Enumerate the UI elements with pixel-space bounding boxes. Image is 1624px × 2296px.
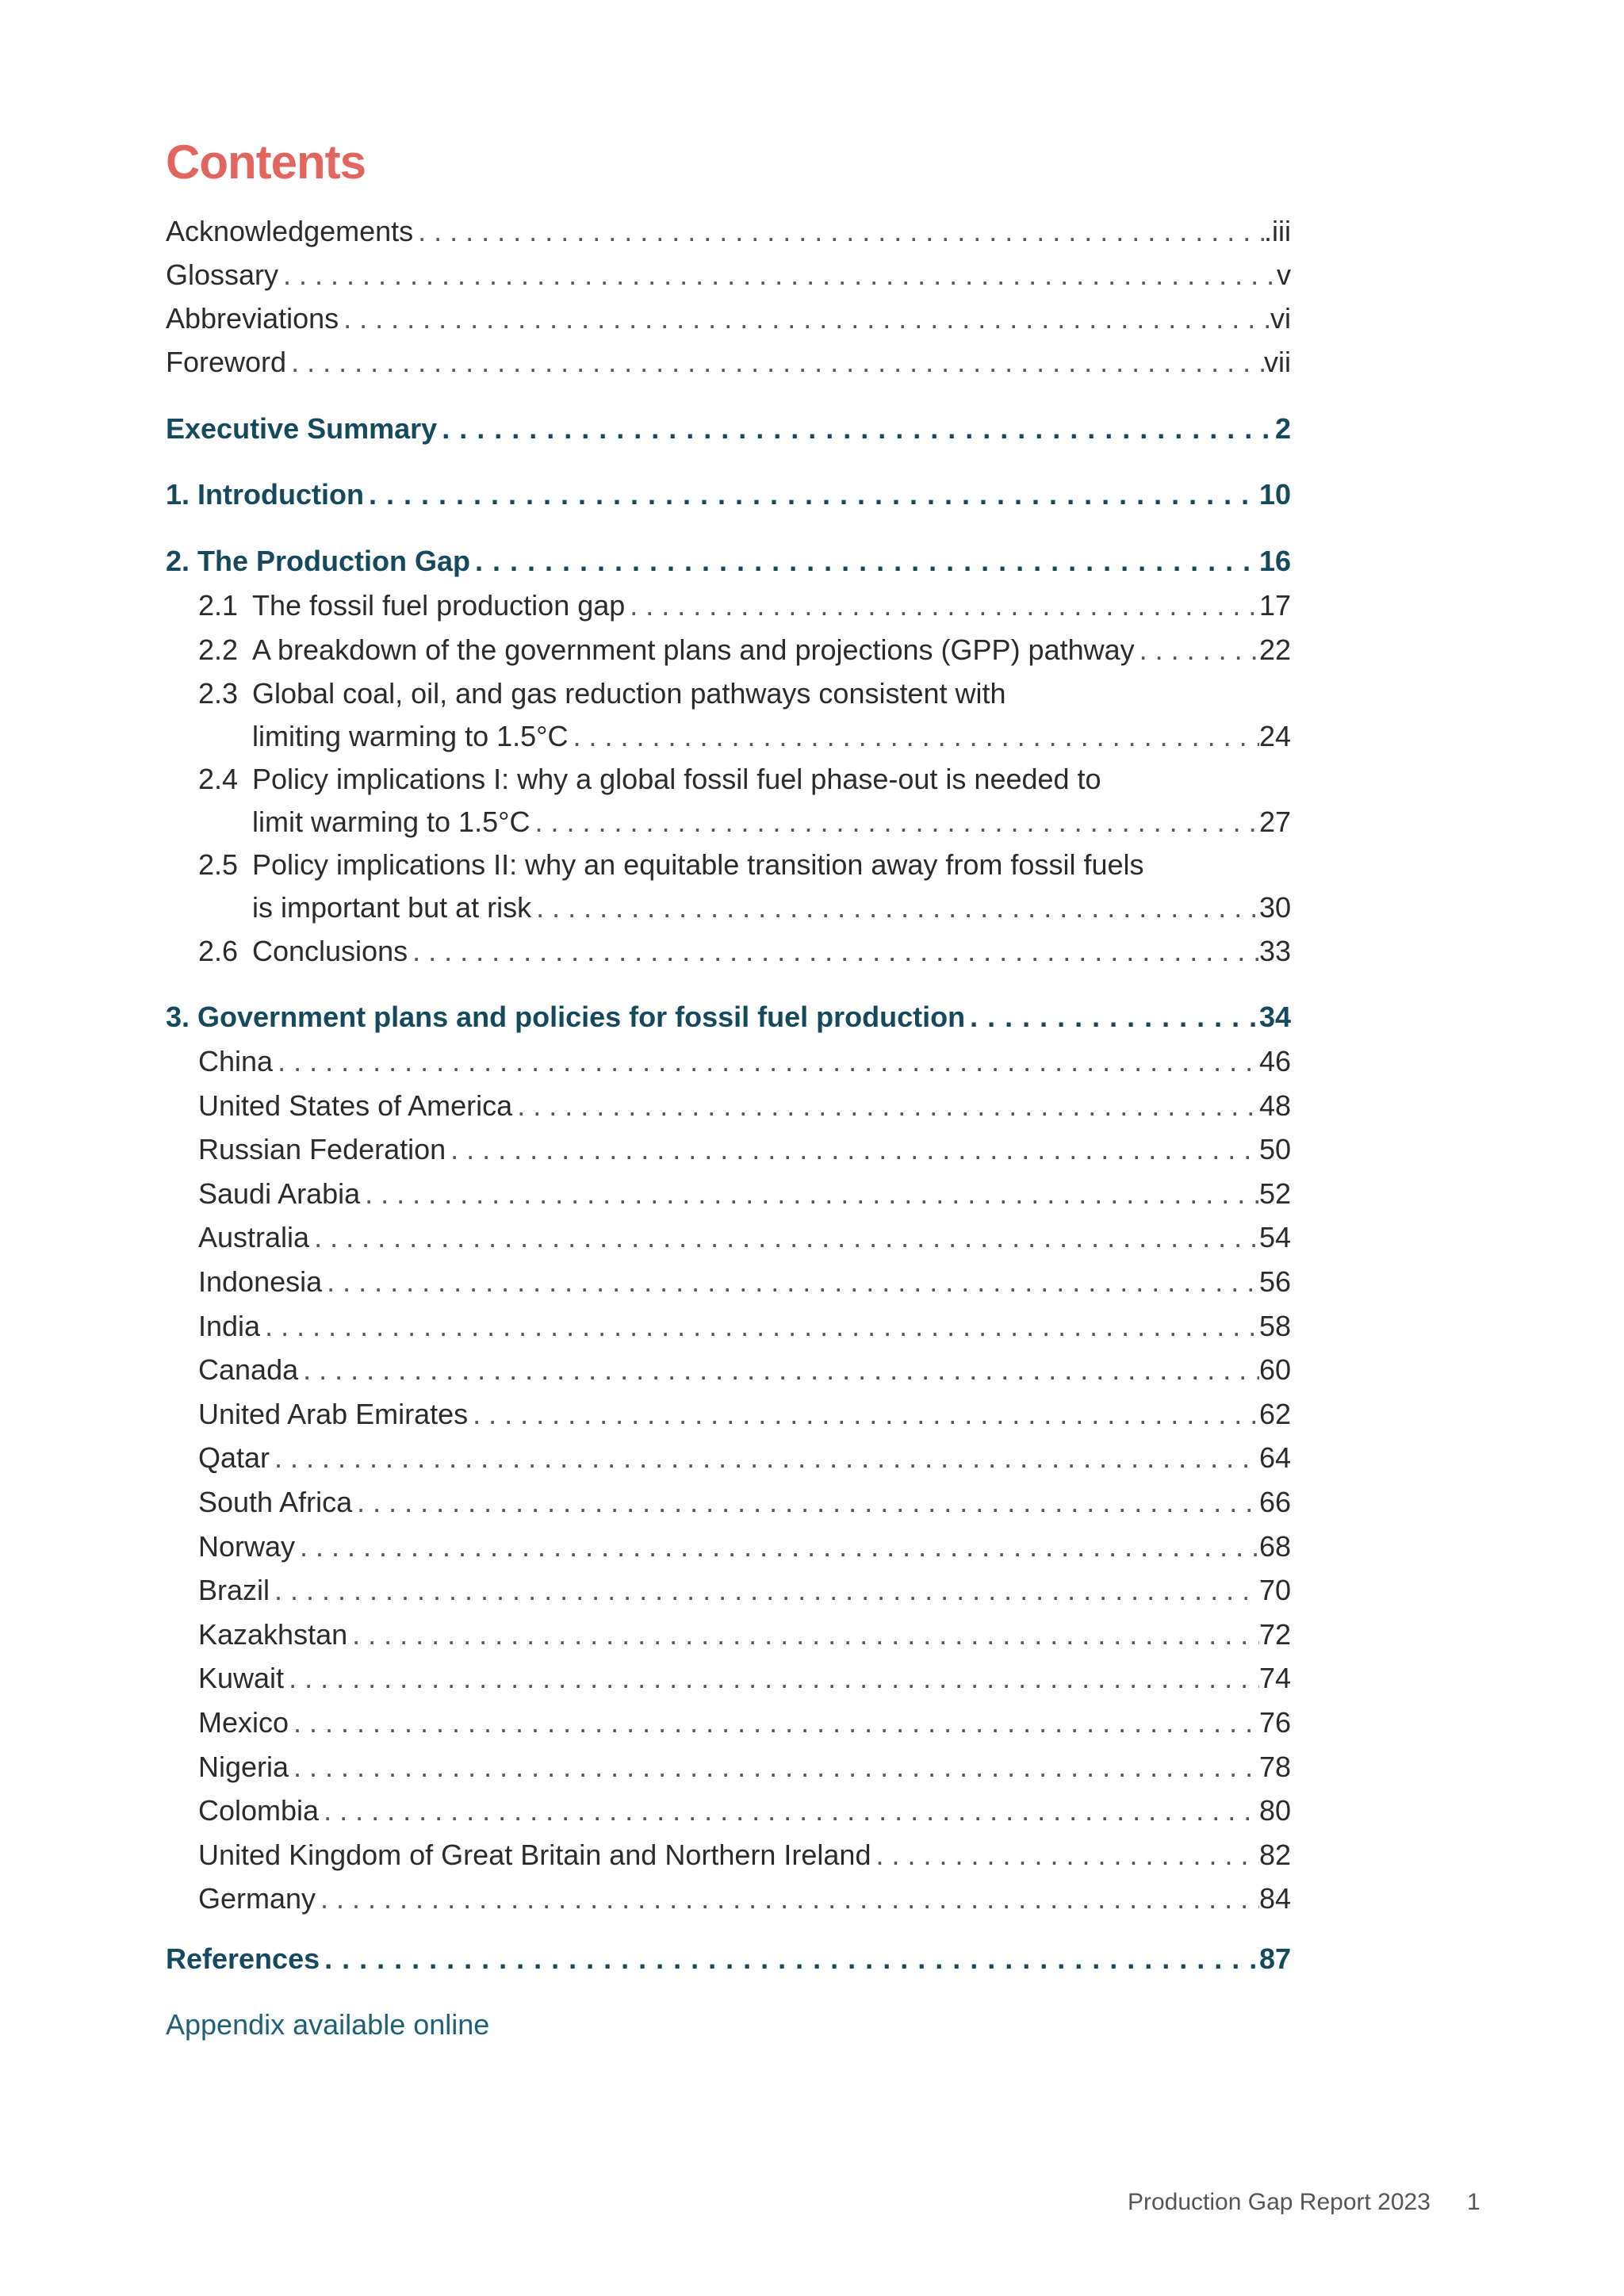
toc-entry-title: Australia — [198, 1221, 310, 1254]
dot-leader — [871, 1833, 1258, 1877]
toc-entry-section-2-2[interactable] — [198, 628, 1291, 672]
toc-entry-page: vi — [1270, 302, 1291, 335]
toc-entry-country[interactable] — [198, 1745, 1291, 1789]
toc-entry-country[interactable] — [198, 1701, 1291, 1745]
toc-entry-title: Germany — [198, 1882, 316, 1915]
dot-leader — [468, 1392, 1259, 1437]
toc-entry-title: References — [166, 1942, 320, 1975]
dot-leader — [364, 473, 1259, 517]
toc-entry-title: Qatar — [198, 1441, 270, 1475]
toc-entry-chapter-3[interactable] — [166, 995, 1291, 1039]
toc-entry-chapter-2[interactable] — [166, 539, 1291, 584]
toc-entry-introduction[interactable] — [166, 473, 1291, 517]
dot-leader — [413, 209, 1264, 254]
dot-leader — [531, 886, 1259, 930]
page-title: Contents — [166, 136, 366, 189]
dot-leader — [298, 1348, 1259, 1392]
toc-entry-acknowledgements[interactable] — [166, 209, 1291, 254]
toc-entry-title: Kazakhstan — [198, 1617, 348, 1651]
toc-entry-country[interactable] — [198, 1789, 1291, 1833]
toc-entry-page: 64 — [1258, 1441, 1291, 1475]
dot-leader — [284, 1656, 1259, 1701]
dot-leader — [289, 1701, 1259, 1745]
toc-entry-title: Norway — [198, 1529, 296, 1563]
section-number: 2.2 — [198, 633, 239, 666]
toc-entry-page: 52 — [1258, 1177, 1291, 1210]
dot-leader — [295, 1525, 1259, 1569]
toc-entry-section-2-5[interactable] — [252, 886, 1291, 930]
toc-entry-title: Foreword — [166, 346, 287, 378]
toc-entry-page: 80 — [1258, 1794, 1291, 1827]
dot-leader — [360, 1172, 1259, 1216]
toc-entry-title: A breakdown of the government plans and projections (GPP) pathway — [252, 633, 1135, 666]
toc-entry-title: Executive Summary — [166, 412, 438, 445]
toc-entry-title: Colombia — [198, 1794, 320, 1827]
toc-entry-title-line: limit warming to 1.5°C — [252, 806, 530, 838]
dot-leader — [1135, 628, 1259, 672]
dot-leader — [446, 1127, 1259, 1172]
toc-entry-country[interactable] — [198, 1392, 1291, 1437]
toc-entry-title: China — [198, 1045, 274, 1077]
toc-entry-page: 62 — [1258, 1397, 1291, 1430]
toc-entry-title: The fossil fuel production gap — [252, 589, 626, 622]
section-number: 2.1 — [198, 589, 239, 622]
toc-entry-title: India — [198, 1309, 261, 1342]
toc-entry-country[interactable] — [198, 1215, 1291, 1260]
toc-entry-title-line[interactable]: Policy implications II: why an equitable transition away from fossil fuels — [252, 848, 1144, 881]
toc-entry-page: 54 — [1258, 1221, 1291, 1254]
toc-entry-title: Nigeria — [198, 1750, 289, 1783]
footer-page-number: 1 — [1467, 2189, 1480, 2215]
toc-entry-title: United States of America — [198, 1089, 513, 1122]
toc-entry-page: 82 — [1258, 1838, 1291, 1871]
toc-entry-page: 87 — [1258, 1942, 1291, 1975]
toc-entry-country[interactable] — [198, 1480, 1291, 1525]
toc-entry-page: 24 — [1258, 720, 1291, 752]
toc-entry-page: 27 — [1258, 806, 1291, 838]
toc-entry-title: Brazil — [198, 1574, 270, 1607]
section-number: 2.5 — [198, 848, 239, 881]
dot-leader — [316, 1877, 1259, 1921]
dot-leader — [347, 1613, 1259, 1657]
toc-entry-page: 22 — [1258, 633, 1291, 666]
dot-leader — [270, 1568, 1259, 1613]
toc-entry-country[interactable] — [198, 1172, 1291, 1216]
section-number: 2.6 — [198, 935, 239, 967]
toc-entry-references[interactable] — [166, 1937, 1291, 1981]
toc-entry-page: 84 — [1258, 1882, 1291, 1915]
dot-leader — [319, 1789, 1259, 1833]
section-number: 2.3 — [198, 677, 239, 710]
toc-entry-page: 48 — [1258, 1089, 1291, 1122]
footer-report-title: Production Gap Report 2023 — [1128, 2189, 1431, 2215]
toc-entry-foreword[interactable] — [166, 340, 1291, 385]
toc-entry-page: 68 — [1258, 1529, 1291, 1563]
toc-entry-page: 46 — [1258, 1045, 1291, 1077]
toc-entry-title-line[interactable]: Global coal, oil, and gas reduction pathways consistent with — [252, 677, 1006, 710]
dot-leader — [270, 1436, 1259, 1480]
toc-entry-page: 50 — [1258, 1133, 1291, 1166]
toc-entry-page: 60 — [1258, 1353, 1291, 1387]
toc-entry-section-2-1[interactable] — [198, 584, 1291, 628]
toc-entry-abbreviations[interactable] — [166, 297, 1291, 341]
toc-entry-page: vii — [1264, 346, 1291, 378]
dot-leader — [286, 340, 1264, 385]
toc-entry-title: Indonesia — [198, 1265, 323, 1298]
toc-entry-page: 66 — [1258, 1486, 1291, 1518]
toc-entry-title: United Kingdom of Great Britain and Northern Ireland — [198, 1838, 871, 1871]
dot-leader — [965, 995, 1259, 1039]
toc-entry-page: 34 — [1258, 1001, 1291, 1033]
toc-entry-country[interactable] — [198, 1348, 1291, 1392]
dot-leader — [320, 1937, 1259, 1981]
toc-entry-title: Conclusions — [252, 935, 408, 967]
toc-entry-country[interactable] — [198, 1084, 1291, 1128]
toc-entry-section-2-4[interactable] — [252, 800, 1291, 844]
toc-entry-country[interactable] — [198, 1656, 1291, 1701]
toc-entry-section-2-3[interactable] — [252, 714, 1291, 759]
toc-entry-country[interactable] — [198, 1525, 1291, 1569]
toc-entry-title: United Arab Emirates — [198, 1397, 469, 1430]
toc-entry-glossary[interactable] — [166, 253, 1291, 297]
dot-leader — [437, 407, 1275, 451]
toc-entry-title: 2. The Production Gap — [166, 545, 471, 577]
toc-entry-country[interactable] — [198, 1568, 1291, 1613]
toc-entry-page: 17 — [1258, 589, 1291, 622]
toc-entry-title: Canada — [198, 1353, 299, 1387]
dot-leader — [260, 1304, 1259, 1349]
toc-entry-page: 76 — [1258, 1706, 1291, 1739]
dot-leader — [530, 800, 1259, 844]
dot-leader — [470, 539, 1259, 584]
toc-entry-page: 72 — [1258, 1617, 1291, 1651]
toc-entry-page: 74 — [1258, 1662, 1291, 1695]
toc-entry-title: Saudi Arabia — [198, 1177, 361, 1210]
toc-entry-page: 33 — [1258, 935, 1291, 967]
toc-entry-title: Russian Federation — [198, 1133, 446, 1166]
toc-entry-page: v — [1277, 258, 1291, 291]
dot-leader — [512, 1084, 1259, 1128]
toc-entry-executive-summary[interactable] — [166, 407, 1291, 451]
section-number: 2.4 — [198, 763, 239, 795]
toc-entry-title: Abbreviations — [166, 302, 339, 335]
toc-entry-title: South Africa — [198, 1486, 353, 1518]
toc-entry-country[interactable] — [198, 1260, 1291, 1304]
toc-entry-page: 2 — [1274, 412, 1291, 445]
toc-entry-country[interactable] — [198, 1833, 1291, 1877]
dot-leader — [569, 714, 1259, 759]
toc-entry-title: 1. Introduction — [166, 478, 364, 511]
toc-entry-section-2-6[interactable] — [198, 929, 1291, 974]
toc-entry-page: .iii — [1264, 215, 1291, 247]
dot-leader — [309, 1215, 1259, 1260]
dot-leader — [289, 1745, 1259, 1789]
dot-leader — [278, 253, 1277, 297]
dot-leader — [625, 584, 1259, 628]
toc-entry-title-line: limiting warming to 1.5°C — [252, 720, 569, 752]
dot-leader — [273, 1039, 1259, 1084]
toc-entry-country[interactable] — [198, 1877, 1291, 1921]
toc-entry-country[interactable] — [198, 1436, 1291, 1480]
dot-leader — [408, 929, 1259, 974]
toc-entry-country[interactable] — [198, 1304, 1291, 1349]
toc-entry-country[interactable] — [198, 1039, 1291, 1084]
toc-entry-country[interactable] — [198, 1127, 1291, 1172]
toc-entry-title-line[interactable]: Policy implications I: why a global fossil fuel phase-out is needed to — [252, 763, 1101, 795]
dot-leader — [352, 1480, 1259, 1525]
toc-entry-page: 10 — [1258, 478, 1291, 511]
toc-entry-page: 78 — [1258, 1750, 1291, 1783]
toc-entry-title: Mexico — [198, 1706, 289, 1739]
toc-entry-page: 58 — [1258, 1309, 1291, 1342]
toc-entry-page: 56 — [1258, 1265, 1291, 1298]
dot-leader — [322, 1260, 1259, 1304]
toc-entry-country[interactable] — [198, 1613, 1291, 1657]
appendix-link[interactable]: Appendix available online — [166, 2008, 490, 2041]
toc-entry-title-line: is important but at risk — [252, 891, 532, 924]
toc-entry-title: Glossary — [166, 258, 279, 291]
toc-entry-page: 16 — [1258, 545, 1291, 577]
toc-entry-title: Kuwait — [198, 1662, 285, 1695]
toc-entry-title: Acknowledgements — [166, 215, 414, 247]
dot-leader — [339, 297, 1270, 341]
toc-entry-title: 3. Government plans and policies for fossil fuel production — [166, 1001, 966, 1033]
toc-entry-page: 30 — [1258, 891, 1291, 924]
toc-entry-page: 70 — [1258, 1574, 1291, 1607]
